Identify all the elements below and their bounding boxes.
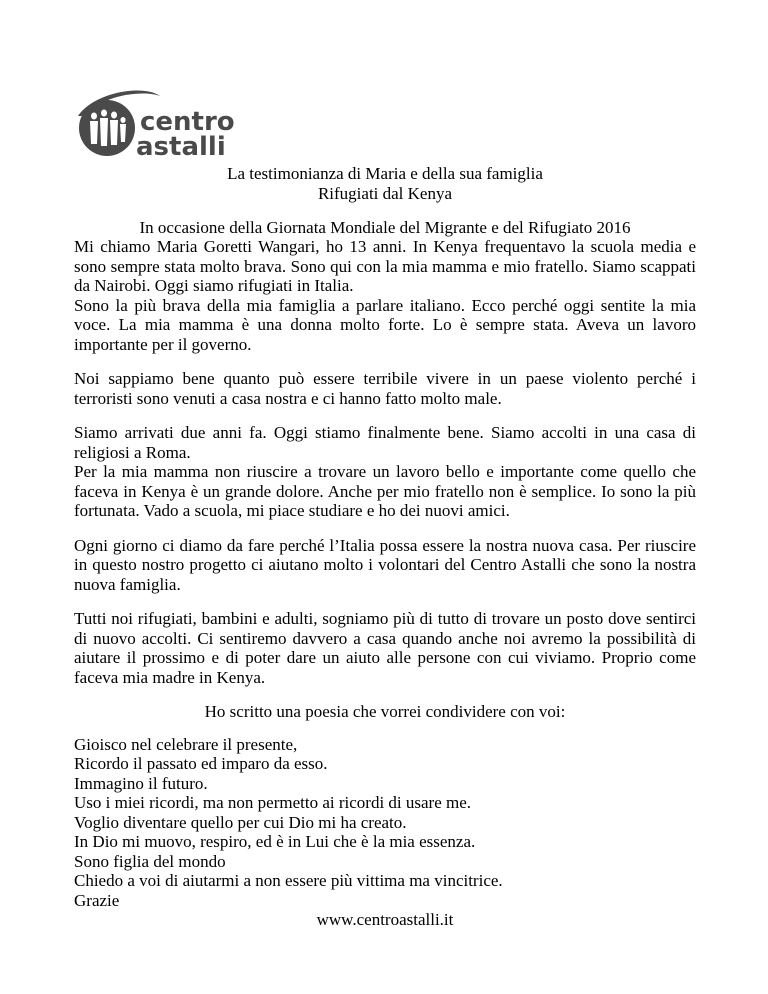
title-line-2: Rifugiati dal Kenya [317,183,453,203]
logo-text-centro: centro [140,107,235,137]
poem [74,735,696,911]
paragraph-1: Mi chiamo Maria Goretti Wangari, ho 13 anni. In Kenya frequentavo la scuola media e sono sempre stata molto brava. Sono qui con la mia mamma e mio fratello. Siamo scappati da Nairobi. Oggi siamo rifugiati in Italia. [74,237,696,295]
website-link[interactable]: www.centroastalli.it [316,910,454,929]
poem-line: Chiedo a voi di aiutarmi a non essere più vittima ma vincitrice. [74,871,503,890]
occasion-line: In occasione della Giornata Mondiale del Migrante e del Rifugiato 2016 [139,218,631,237]
paragraph-intro [74,237,696,354]
poem-line: In Dio mi muovo, respiro, ed è in Lui che è la mia essenza. [74,832,476,851]
title-line-1: La testimonianza di Maria e della sua famiglia [227,164,543,183]
title-block [74,164,696,203]
poem-line: Sono figlia del mondo [74,851,226,871]
paragraph-arrival [74,423,696,521]
centro-astalli-logo [74,86,246,158]
paragraph-2: Sono la più brava della mia famiglia a parlare italiano. Ecco perché oggi sentite la mia voce. La mia mamma è una donna molto forte. Lo è sempre stata. Aveva un lavoro importante per il governo. [74,295,696,354]
paragraph-3: Noi sappiamo bene quanto può essere terribile vivere in un paese violento perché i terroristi sono venuti a casa nostra e ci hanno fatto molto male. [74,369,696,408]
paragraph-6: Ogni giorno ci diamo da fare perché l’Italia possa essere la nostra nuova casa. Per riuscire in questo nostro progetto ci aiutano molto i volontari del Centro Astalli che sono la nostra nuova famiglia. [74,535,696,594]
poem-line: Voglio diventare quello per cui Dio mi ha creato. [74,812,407,832]
paragraph-5: Per la mia mamma non riuscire a trovare un lavoro bello e importante come quello che faceva in Kenya è un grande dolore. Anche per mio fratello non è semplice. Io sono la più fortunata. Vado a scuola, mi piace studiare e ho dei nuovi amici. [74,462,696,520]
logo-text-astalli: astalli [136,132,226,158]
poem-line: Gioisco nel celebrare il presente, [74,734,298,754]
poem-line: Uso i miei ricordi, ma non permetto ai ricordi di usare me. [74,793,472,812]
paragraph-7: Tutti noi rifugiati, bambini e adulti, sogniamo più di tutto di trovare un posto dove sentirci di nuovo accolti. Ci sentiremo davvero a casa quando anche noi avremo la possibilità di aiutare il prossimo e di poter dare un aiuto alle persone con cui viviamo. Proprio come faceva mia madre in Kenya. [74,609,696,687]
poem-line: Immagino il futuro. [74,773,208,793]
poem-intro: Ho scritto una poesia che vorrei condividere con voi: [204,702,566,721]
poem-line: Grazie [74,890,120,910]
paragraph-4: Siamo arrivati due anni fa. Oggi stiamo finalmente bene. Siamo accolti in una casa di religiosi a Roma. [74,423,696,462]
testimony-body [74,237,696,930]
poem-line: Ricordo il passato ed imparo da esso. [74,754,328,773]
